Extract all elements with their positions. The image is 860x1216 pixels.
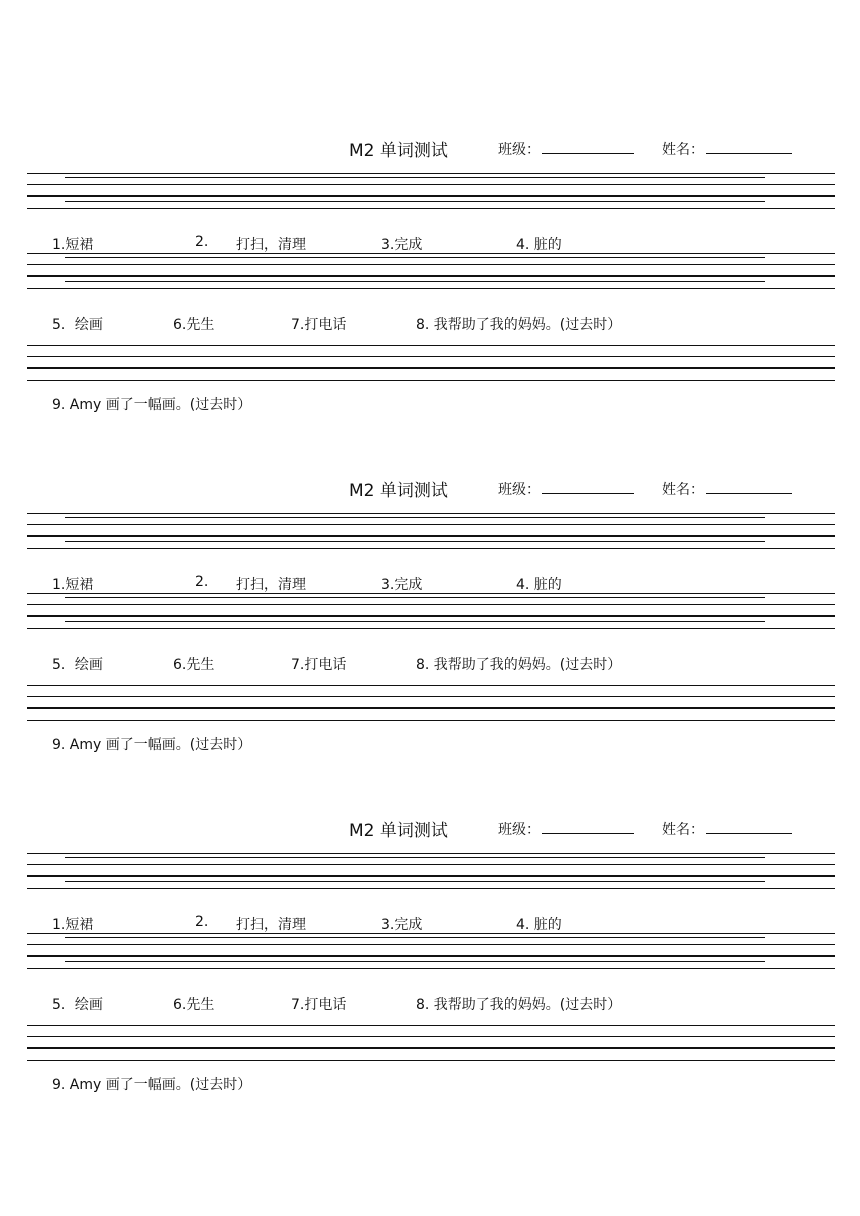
ruled-line xyxy=(27,195,835,197)
ruled-line xyxy=(27,1025,835,1026)
quiz-section-2 xyxy=(0,474,860,774)
ruled-line xyxy=(27,275,835,277)
writing-lines[interactable] xyxy=(27,933,835,971)
ruled-line xyxy=(27,864,835,865)
name-blank[interactable] xyxy=(706,819,792,834)
ruled-line xyxy=(27,696,835,697)
ruled-line xyxy=(27,593,835,594)
ruled-line xyxy=(27,933,835,934)
ruled-line xyxy=(65,621,765,622)
item-9: 9. Amy 画了一幅画。(过去时） xyxy=(52,397,252,413)
ruled-line xyxy=(27,535,835,537)
quiz-header xyxy=(0,814,860,844)
ruled-line xyxy=(27,955,835,957)
item-2-number: 2. xyxy=(195,234,209,250)
ruled-line xyxy=(27,1036,835,1037)
quiz-title: M2 单词测试 xyxy=(349,821,448,841)
writing-lines[interactable] xyxy=(27,345,835,383)
item-8: 8. 我帮助了我的妈妈。(过去时） xyxy=(416,997,622,1013)
item-2-text: 打扫，清理 xyxy=(236,577,306,593)
item-8: 8. 我帮助了我的妈妈。(过去时） xyxy=(416,317,622,333)
item-6: 6.先生 xyxy=(173,997,215,1013)
item-7: 7.打电话 xyxy=(291,657,347,673)
ruled-line xyxy=(27,345,835,346)
item-6: 6.先生 xyxy=(173,317,215,333)
ruled-line xyxy=(65,937,765,938)
ruled-line xyxy=(27,968,835,969)
ruled-line xyxy=(27,173,835,174)
ruled-line xyxy=(27,1047,835,1049)
ruled-line xyxy=(27,875,835,877)
ruled-line xyxy=(65,961,765,962)
item-4: 4. 脏的 xyxy=(516,237,562,253)
writing-lines[interactable] xyxy=(27,253,835,291)
item-2-number: 2. xyxy=(195,574,209,590)
item-2-text: 打扫，清理 xyxy=(236,917,306,933)
writing-lines[interactable] xyxy=(27,513,835,551)
class-label: 班级： xyxy=(498,822,540,838)
ruled-line xyxy=(27,356,835,357)
item-5: 5．绘画 xyxy=(52,317,103,333)
item-1: 1.短裙 xyxy=(52,917,94,933)
quiz-title: M2 单词测试 xyxy=(349,481,448,501)
item-2-text: 打扫，清理 xyxy=(236,237,306,253)
item-1: 1.短裙 xyxy=(52,577,94,593)
ruled-line xyxy=(65,881,765,882)
writing-lines[interactable] xyxy=(27,1025,835,1063)
item-5: 5．绘画 xyxy=(52,657,103,673)
ruled-line xyxy=(65,541,765,542)
ruled-line xyxy=(27,944,835,945)
name-label: 姓名： xyxy=(662,142,704,158)
ruled-line xyxy=(27,853,835,854)
item-1: 1.短裙 xyxy=(52,237,94,253)
item-9: 9. Amy 画了一幅画。(过去时） xyxy=(52,1077,252,1093)
class-label: 班级： xyxy=(498,482,540,498)
quiz-header xyxy=(0,474,860,504)
ruled-line xyxy=(65,597,765,598)
ruled-line xyxy=(27,184,835,185)
ruled-line xyxy=(65,177,765,178)
item-4: 4. 脏的 xyxy=(516,917,562,933)
item-3: 3.完成 xyxy=(381,917,423,933)
ruled-line xyxy=(27,548,835,549)
class-field[interactable] xyxy=(498,139,634,159)
quiz-section-3 xyxy=(0,814,860,1114)
writing-lines[interactable] xyxy=(27,593,835,631)
writing-lines[interactable] xyxy=(27,173,835,211)
writing-lines[interactable] xyxy=(27,853,835,891)
class-blank[interactable] xyxy=(542,139,634,154)
ruled-line xyxy=(65,201,765,202)
item-7: 7.打电话 xyxy=(291,317,347,333)
ruled-line xyxy=(27,380,835,381)
item-8: 8. 我帮助了我的妈妈。(过去时） xyxy=(416,657,622,673)
ruled-line xyxy=(27,1060,835,1061)
class-blank[interactable] xyxy=(542,479,634,494)
name-field[interactable] xyxy=(662,479,792,499)
quiz-header xyxy=(0,134,860,164)
ruled-line xyxy=(27,253,835,254)
class-field[interactable] xyxy=(498,819,634,839)
item-5: 5．绘画 xyxy=(52,997,103,1013)
item-4: 4. 脏的 xyxy=(516,577,562,593)
ruled-line xyxy=(27,208,835,209)
ruled-line xyxy=(65,281,765,282)
name-field[interactable] xyxy=(662,819,792,839)
ruled-line xyxy=(27,720,835,721)
item-3: 3.完成 xyxy=(381,577,423,593)
quiz-section-1 xyxy=(0,134,860,434)
ruled-line xyxy=(27,615,835,617)
ruled-line xyxy=(65,517,765,518)
ruled-line xyxy=(65,857,765,858)
item-6: 6.先生 xyxy=(173,657,215,673)
quiz-title: M2 单词测试 xyxy=(349,141,448,161)
name-label: 姓名： xyxy=(662,822,704,838)
ruled-line xyxy=(27,524,835,525)
ruled-line xyxy=(27,707,835,709)
ruled-line xyxy=(27,264,835,265)
ruled-line xyxy=(27,513,835,514)
ruled-line xyxy=(27,888,835,889)
name-blank[interactable] xyxy=(706,479,792,494)
item-9: 9. Amy 画了一幅画。(过去时） xyxy=(52,737,252,753)
ruled-line xyxy=(27,604,835,605)
class-label: 班级： xyxy=(498,142,540,158)
ruled-line xyxy=(27,288,835,289)
class-field[interactable] xyxy=(498,479,634,499)
item-3: 3.完成 xyxy=(381,237,423,253)
writing-lines[interactable] xyxy=(27,685,835,723)
ruled-line xyxy=(27,367,835,369)
ruled-line xyxy=(27,685,835,686)
ruled-line xyxy=(27,628,835,629)
item-7: 7.打电话 xyxy=(291,997,347,1013)
name-label: 姓名： xyxy=(662,482,704,498)
ruled-line xyxy=(65,257,765,258)
class-blank[interactable] xyxy=(542,819,634,834)
name-field[interactable] xyxy=(662,139,792,159)
name-blank[interactable] xyxy=(706,139,792,154)
item-2-number: 2. xyxy=(195,914,209,930)
